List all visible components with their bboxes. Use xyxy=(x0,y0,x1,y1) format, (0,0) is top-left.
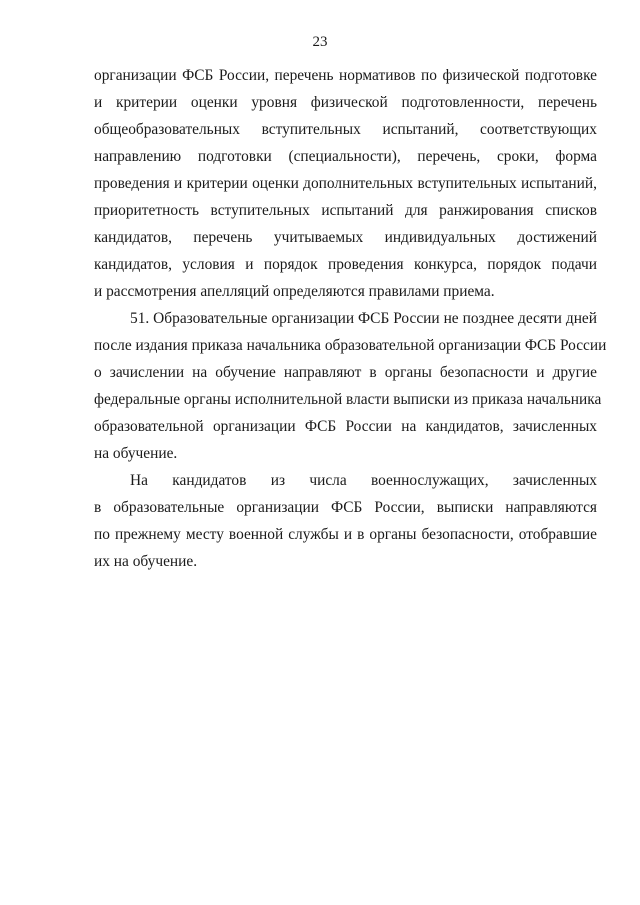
paragraph-military-candidates xyxy=(94,467,597,575)
paragraph-continuation xyxy=(94,62,597,305)
text-line: федеральные органы исполнительной власти выписки из приказа начальника xyxy=(94,391,602,408)
text-line: и критерии оценки уровня физической подготовленности, перечень xyxy=(94,94,597,111)
text-line: кандидатов, условия и порядок проведения конкурса, порядок подачи xyxy=(94,256,597,273)
text-line: проведения и критерии оценки дополнительных вступительных испытаний, xyxy=(94,175,597,192)
page-number: 23 xyxy=(312,34,328,50)
body-text xyxy=(94,62,607,575)
text-line: организации ФСБ России, перечень нормативов по физической подготовке xyxy=(94,67,597,84)
text-line: приоритетность вступительных испытаний для ранжирования списков xyxy=(94,202,597,219)
paragraph-item-51 xyxy=(94,305,607,467)
text-line: образовательной организации ФСБ России на кандидатов, зачисленных xyxy=(94,418,597,435)
text-line: их на обучение. xyxy=(94,553,198,570)
text-line: после издания приказа начальника образовательной организации ФСБ России xyxy=(94,337,607,354)
text-line: и рассмотрения апелляций определяются правилами приема. xyxy=(94,283,495,300)
text-line: по прежнему месту военной службы и в органы безопасности, отобравшие xyxy=(94,526,597,543)
text-line: На кандидатов из числа военнослужащих, зачисленных xyxy=(130,472,597,489)
text-line: в образовательные организации ФСБ России, выписки направляются xyxy=(94,499,597,516)
text-line: общеобразовательных вступительных испытаний, соответствующих xyxy=(94,121,597,138)
text-line: направлению подготовки (специальности), перечень, сроки, форма xyxy=(94,148,597,165)
text-line: 51. Образовательные организации ФСБ России не позднее десяти дней xyxy=(130,310,597,327)
text-line: о зачислении на обучение направляют в органы безопасности и другие xyxy=(94,364,597,381)
text-line: кандидатов, перечень учитываемых индивидуальных достижений xyxy=(94,229,597,246)
text-line: на обучение. xyxy=(94,445,178,462)
